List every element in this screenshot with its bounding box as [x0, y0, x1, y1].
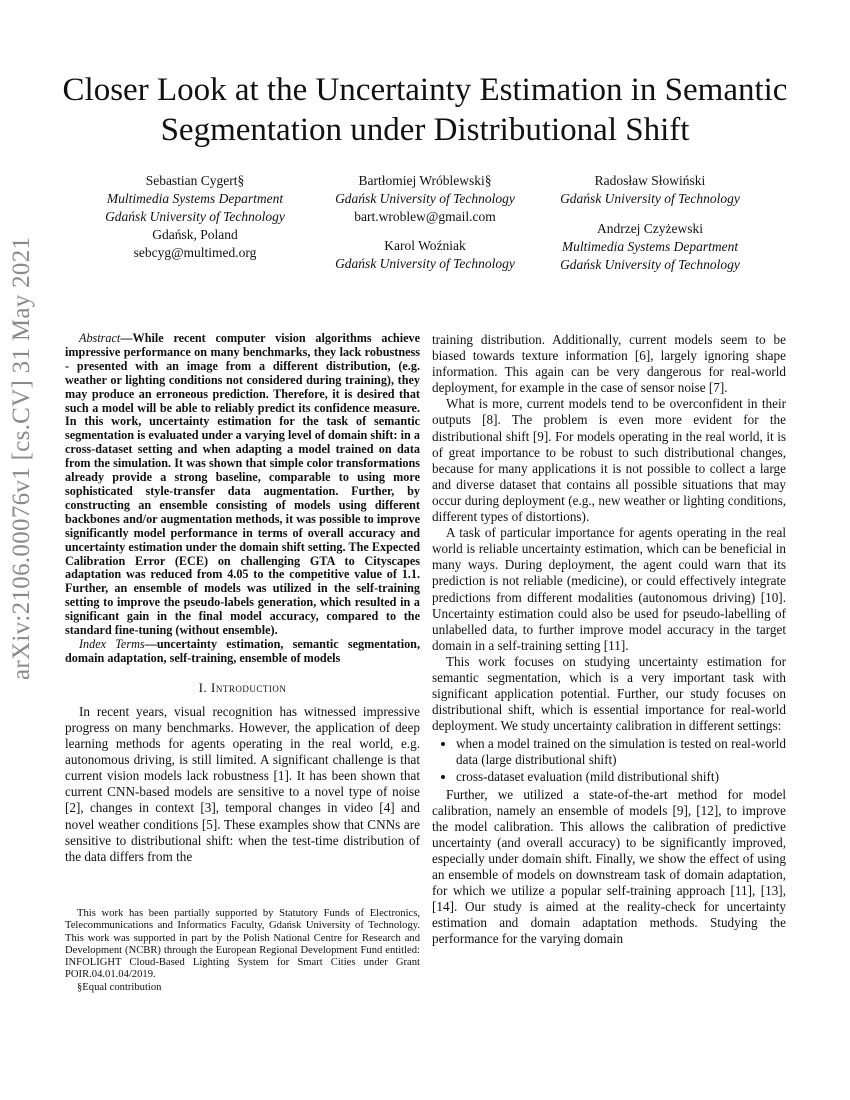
abstract-text: —While recent computer vision algorithms achieve impressive performance on many benchmarks, they lack robustness - presented with an image from a different distribution, (e.g. weather or lighting conditions not considered during training), they may produce an erroneous prediction. Therefore, it is desired that such a model will be able to reliably predict its confidence measure. In this work, uncertainty estimation for the task of semantic segmentation is evaluated under a varying level of domain shift: in a cross-dataset setting and when adapting a model trained on data from the simulation. It was shown that simple color transformations already provide a strong baseline, comparable to using more sophisticated style-transfer data augmentation. Further, by constructing an ensemble consisting of models using different backbones and/or augmentation methods, it was possible to improve significantly model performance in terms of overall accuracy and uncertainty estimation under the domain shift setting. The Expected Calibration Error (ECE) on challenging GTA to Cityscapes adaptation was reduced from 4.05 to the competitive value of 1.1. Further, an ensemble of models was utilized in the self-training setting to improve the pseudo-labels generation, which resulted in a significant gain in the final model accuracy, compared to the standard fine-tuning (without ensemble).: [65, 331, 420, 638]
abstract: [65, 332, 420, 638]
author-name: Sebastian Cygert§: [145, 173, 245, 188]
author-affiliation: Gdańsk University of Technology: [560, 191, 740, 206]
arxiv-identifier: arXiv:2106.00076v1 [cs.CV] 31 May 2021: [8, 236, 35, 680]
author-affiliation: Multimedia Systems Department: [106, 191, 284, 206]
author-name: Radosław Słowiński: [594, 173, 706, 188]
author-affiliation: Gdańsk University of Technology: [335, 256, 515, 271]
author-block-2: [305, 172, 545, 226]
body-paragraph: A task of particular importance for agents operating in the real world is reliable uncertainty estimation, which can be beneficial in many ways. During deployment, the agent could warn that its prediction is not reliable (medicine), or could effectively integrate predictions from different modalities (autonomous driving) [10]. Uncertainty estimation could also be used for pseudo-labelling of unlabelled data, to further improve model accuracy in the target domain in a self-training setting [11].: [432, 525, 786, 653]
author-email: sebcyg@multimed.org: [133, 245, 257, 260]
left-column: [65, 332, 420, 865]
index-terms-label: Index Terms: [79, 636, 145, 651]
body-paragraph: training distribution. Additionally, current models seem to be biased towards texture information [6], largely ignoring shape information. This again can be very dangerous for real-world deployment, for example in the case of sensor noise [7].: [432, 332, 786, 396]
list-item: • cross-dataset evaluation (mild distributional shift): [456, 769, 786, 785]
section-number: I.: [198, 679, 208, 695]
index-terms-text: —uncertainty estimation, semantic segmentation, domain adaptation, self-training, ensemble of models: [65, 636, 421, 665]
section-heading: [65, 680, 420, 696]
author-affiliation: Gdańsk University of Technology: [335, 191, 515, 206]
funding-footnote: This work has been partially supported by Statutory Funds of Electronics, Telecommunications and Informatics Faculty, Gdańsk University of Technology. This work was supported in part by the Polish National Centre for Research and Development (NCBR) through the European Regional Development Fund entitled: INFOLIGHT Cloud-Based Lighting System for Smart Cities under Grant POIR.04.01.04/2019.: [65, 908, 420, 981]
paper-title: Closer Look at the Uncertainty Estimation in Semantic Segmentation under Distributional Shift: [62, 72, 788, 148]
author-location: Gdańsk, Poland: [152, 227, 238, 242]
body-paragraph: Further, we utilized a state-of-the-art method for model calibration, namely an ensemble of models [9], [12], to improve the model calibration. This allows the calibration of predictive uncertainty (and overall accuracy) to be significantly improved, especially under domain shift. Finally, we show the effect of using an ensemble of models on downstream task of domain adaptation, for which we utilize a popular self-training approach [11], [13], [14]. Our study is aimed at the reality-check for uncertainty estimation and domain adaptation methods. Studying the performance for the varying domain: [432, 786, 786, 947]
author-block-4: [305, 237, 545, 273]
author-affiliation: Gdańsk University of Technology: [105, 209, 285, 224]
index-terms: [65, 638, 420, 666]
equal-contribution-footnote: §Equal contribution: [77, 981, 162, 993]
author-affiliation: Gdańsk University of Technology: [560, 257, 740, 272]
section-title: Introduction: [211, 679, 287, 695]
author-block-5: [530, 220, 770, 274]
abstract-label: Abstract: [79, 331, 121, 345]
author-block-3: [530, 172, 770, 208]
author-name: Andrzej Czyżewski: [596, 221, 704, 236]
author-name: Karol Woźniak: [384, 238, 466, 253]
list-item: • when a model trained on the simulation is tested on real-world data (large distributional shift): [456, 736, 786, 768]
author-affiliation: Multimedia Systems Department: [561, 239, 739, 254]
author-block-1: [75, 172, 315, 262]
bullet-list: [432, 736, 786, 784]
right-column: [432, 332, 786, 948]
footnotes: [65, 908, 420, 994]
body-paragraph: What is more, current models tend to be overconfident in their outputs [8]. The problem is even more evident for the distributional shift [9]. For models operating in the real world, it is of great importance to be robust to such distributional changes, because for many applications it is not possible to collect a large and diverse dataset that contains all possible situations that may occur during deployment (e.g., new weather or lighting conditions, different types of distortions).: [432, 396, 786, 525]
body-paragraph: This work focuses on studying uncertainty estimation for semantic segmentation, which is a very important task with significant application potential. Further, our study focuses on distributional shift, which is essential importance for real-world deployment. We study uncertainty calibration in different settings:: [432, 653, 786, 734]
author-email: bart.wroblew@gmail.com: [354, 209, 496, 224]
body-paragraph: In recent years, visual recognition has witnessed impressive progress on many benchmarks. However, the application of deep learning methods for agents operating in the real world, e.g. autonomous driving, is still limited. A significant challenge is that current vision models lack robustness [1]. It has been shown that current CNN-based models are sensitive to a novel type of noise [2], changes in context [3], temporal changes in video [4] and novel weather conditions [5]. These examples show that CNNs are sensitive to distributional shift: when the test-time distribution of the data differs from the: [65, 703, 420, 864]
author-name: Bartłomiej Wróblewski§: [358, 173, 492, 188]
